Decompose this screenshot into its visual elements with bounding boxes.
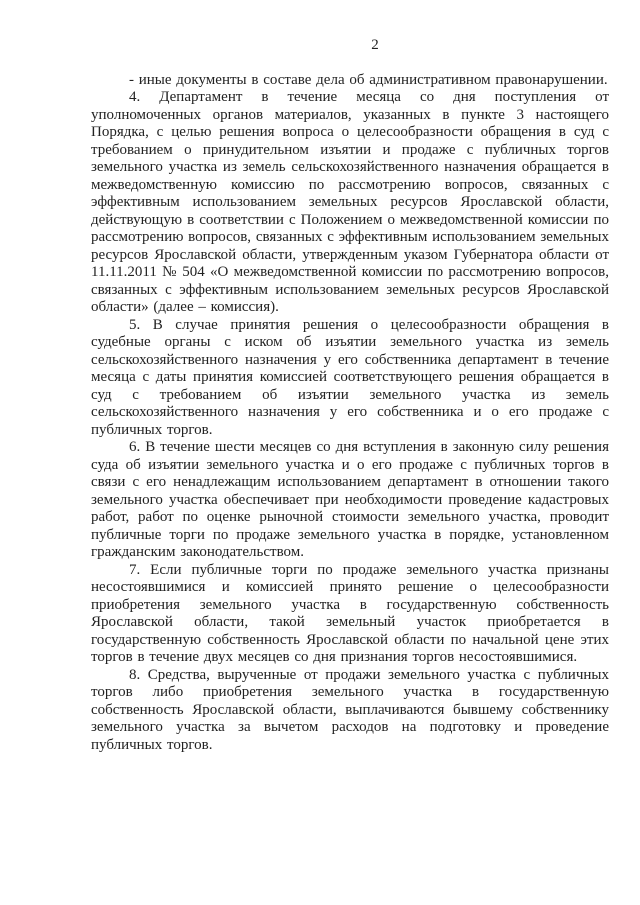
paragraph: 6. В течение шести месяцев со дня вступления в законную силу решения суда об изъятии земельного участка и о его продаже с публичных торгов в связи с его ненадлежащим использованием департамент в отношении такого земельного участка обеспечивает при необходимости проведение кадастровых работ, работ по оценке рыночной стоимости земельного участка, проводит публичные торги по продаже земельного участка в порядке, установленном гражданским законодательством.: [91, 439, 609, 560]
page-number: 2: [371, 37, 379, 53]
document-body: [91, 72, 609, 755]
paragraph: 4. Департамент в течение месяца со дня поступления от уполномоченных органов материалов, указанных в пункте 3 настоящего Порядка, с целью решения вопроса о целесообразности обращения в суд с требованием о принудительном изъятии и продаже с публичных торгов земельного участка из земель сельскохозяйственного назначения обращается в межведомственную комиссию по рассмотрению вопросов, связанных с эффективным использованием земельных ресурсов Ярославской области, действующую в соответствии с Положением о межведомственной комиссии по рассмотрению вопросов, связанных с эффективным использованием земельных ресурсов Ярославской области, утвержденным указом Губернатора области от 11.11.2011 № 504 «О межведомственной комиссии по рассмотрению вопросов, связанных с эффективным использованием земельных ресурсов Ярославской области» (далее – комиссия).: [91, 89, 609, 315]
paragraph: 8. Средства, вырученные от продажи земельного участка с публичных торгов либо приобретения земельного участка в государственную собственность Ярославской области, выплачиваются бывшему собственнику земельного участка за вычетом расходов на подготовку и проведение публичных торгов.: [91, 666, 609, 753]
paragraph: - иные документы в составе дела об административном правонарушении.: [129, 71, 608, 88]
paragraph: 5. В случае принятия решения о целесообразности обращения в судебные органы с иском об изъятии земельного участка из земель сельскохозяйственного назначения у его собственника департамент в течение месяца с даты принятия комиссией соответствующего решения обращается в суд с требованием об изъятии земельного участка из земель сельскохозяйственного назначения у его собственника и о его продаже с публичных торгов.: [91, 316, 609, 438]
paragraph: 7. Если публичные торги по продаже земельного участка признаны несостоявшимися и комиссией принято решение о целесообразности приобретения земельного участка в государственную собственность Ярославской области, такой земельный участок приобретается в государственную собственность Ярославской области по начальной цене этих торгов в течение двух месяцев со дня признания торгов несостоявшимися.: [91, 561, 609, 665]
document-content: [91, 0, 609, 754]
